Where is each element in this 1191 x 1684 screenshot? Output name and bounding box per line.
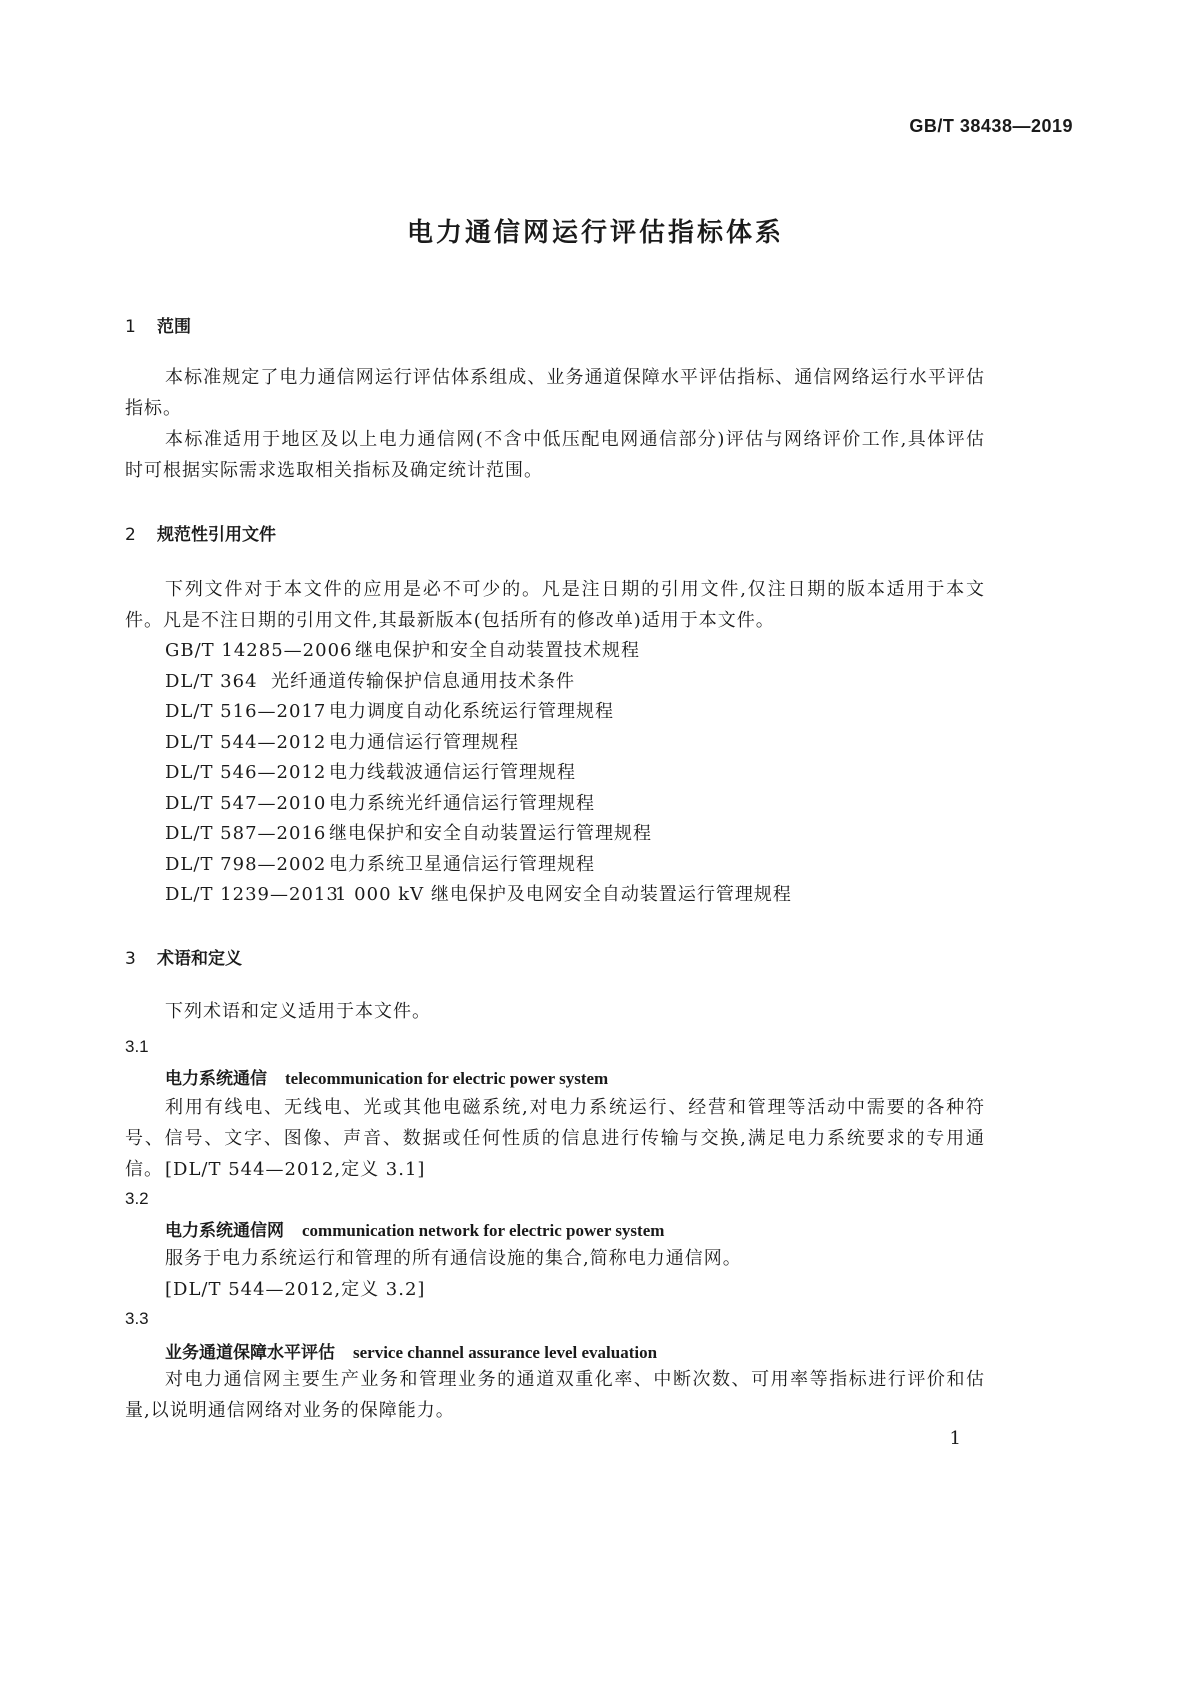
section-number: 2 [125, 525, 136, 545]
reference-item [165, 696, 614, 727]
reference-title: 电力通信运行管理规程 [329, 732, 519, 753]
reference-code: DL/T 364 [165, 671, 258, 692]
reference-item [165, 879, 792, 910]
term-zh: 电力系统通信 [165, 1069, 267, 1089]
term-source: [DL/T 544—2012,定义 3.1] [165, 1159, 426, 1180]
section-title: 规范性引用文件 [157, 525, 276, 545]
term-source: [DL/T 544—2012,定义 3.2] [165, 1279, 426, 1300]
section-1-heading [125, 312, 191, 337]
reference-title: 光纤通道传输保护信息通用技术条件 [271, 671, 575, 692]
section-title: 范围 [157, 317, 191, 337]
term-definition: 对电力通信网主要生产业务和管理业务的通道双重化率、中断次数、可用率等指标进行评价和估量,以说明通信网络对业务的保障能力。 [125, 1369, 985, 1421]
reference-title: 电力系统卫星通信运行管理规程 [329, 854, 595, 875]
reference-title: 电力调度自动化系统运行管理规程 [329, 701, 614, 722]
reference-title: 电力线载波通信运行管理规程 [329, 762, 576, 783]
standard-code: GB/T 38438—2019 [909, 116, 1073, 136]
reference-title: 电力系统光纤通信运行管理规程 [329, 793, 595, 814]
term-number: 3.1 [125, 1037, 149, 1056]
section-2-intro: 下列文件对于本文件的应用是必不可少的。凡是注日期的引用文件,仅注日期的版本适用于本文件。凡是不注日期的引用文件,其最新版本(包括所有的修改单)适用于本文件。 [125, 579, 985, 631]
reference-item [165, 849, 595, 880]
section-1-paragraph: 本标准适用于地区及以上电力通信网(不含中低压配电网通信部分)评估与网络评价工作,具体评估时可根据实际需求选取相关指标及确定统计范围。 [125, 429, 985, 481]
term-definition: 利用有线电、无线电、光或其他电磁系统,对电力系统运行、经营和管理等活动中需要的各种符号、信号、文字、图像、声音、数据或任何性质的信息进行传输与交换,满足电力系统要求的专用通信。 [125, 1097, 985, 1180]
reference-title: 继电保护和安全自动装置技术规程 [355, 640, 640, 661]
section-title: 术语和定义 [157, 949, 242, 969]
term-en: telecommunication for electric power system [285, 1069, 609, 1088]
reference-code: DL/T 587—2016 [165, 823, 327, 844]
reference-item [165, 666, 575, 697]
section-2-heading [125, 520, 276, 545]
term-en: communication network for electric power system [302, 1221, 665, 1240]
reference-item [165, 818, 652, 849]
term-heading [165, 1216, 664, 1241]
term-heading [165, 1064, 608, 1089]
section-3-intro: 下列术语和定义适用于本文件。 [165, 1001, 431, 1022]
page-number: 1 [949, 1428, 961, 1449]
document-title: 电力通信网运行评估指标体系 [406, 218, 784, 248]
term-heading [165, 1338, 657, 1363]
reference-item [165, 635, 640, 666]
section-3-heading [125, 944, 242, 969]
reference-code: GB/T 14285—2006 [165, 640, 353, 661]
reference-code: DL/T 1239—2013 [165, 884, 339, 905]
term-definition: 服务于电力系统运行和管理的所有通信设施的集合,简称电力通信网。 [165, 1248, 742, 1269]
term-zh: 业务通道保障水平评估 [165, 1343, 335, 1363]
reference-code: DL/T 547—2010 [165, 793, 327, 814]
reference-code: DL/T 516—2017 [165, 701, 327, 722]
reference-item [165, 788, 595, 819]
term-en: service channel assurance level evaluation [353, 1343, 658, 1362]
reference-title: 继电保护和安全自动装置运行管理规程 [329, 823, 652, 844]
reference-code: DL/T 798—2002 [165, 854, 327, 875]
reference-item [165, 757, 576, 788]
reference-item [165, 727, 519, 758]
term-number: 3.3 [125, 1309, 149, 1328]
reference-title: 1 000 kV 继电保护及电网安全自动装置运行管理规程 [335, 884, 792, 905]
reference-code: DL/T 546—2012 [165, 762, 327, 783]
term-zh: 电力系统通信网 [165, 1221, 284, 1241]
section-1-paragraph: 本标准规定了电力通信网运行评估体系组成、业务通道保障水平评估指标、通信网络运行水平评估指标。 [125, 367, 985, 419]
section-number: 1 [125, 317, 136, 337]
term-number: 3.2 [125, 1189, 149, 1208]
reference-code: DL/T 544—2012 [165, 732, 327, 753]
section-number: 3 [125, 949, 136, 969]
